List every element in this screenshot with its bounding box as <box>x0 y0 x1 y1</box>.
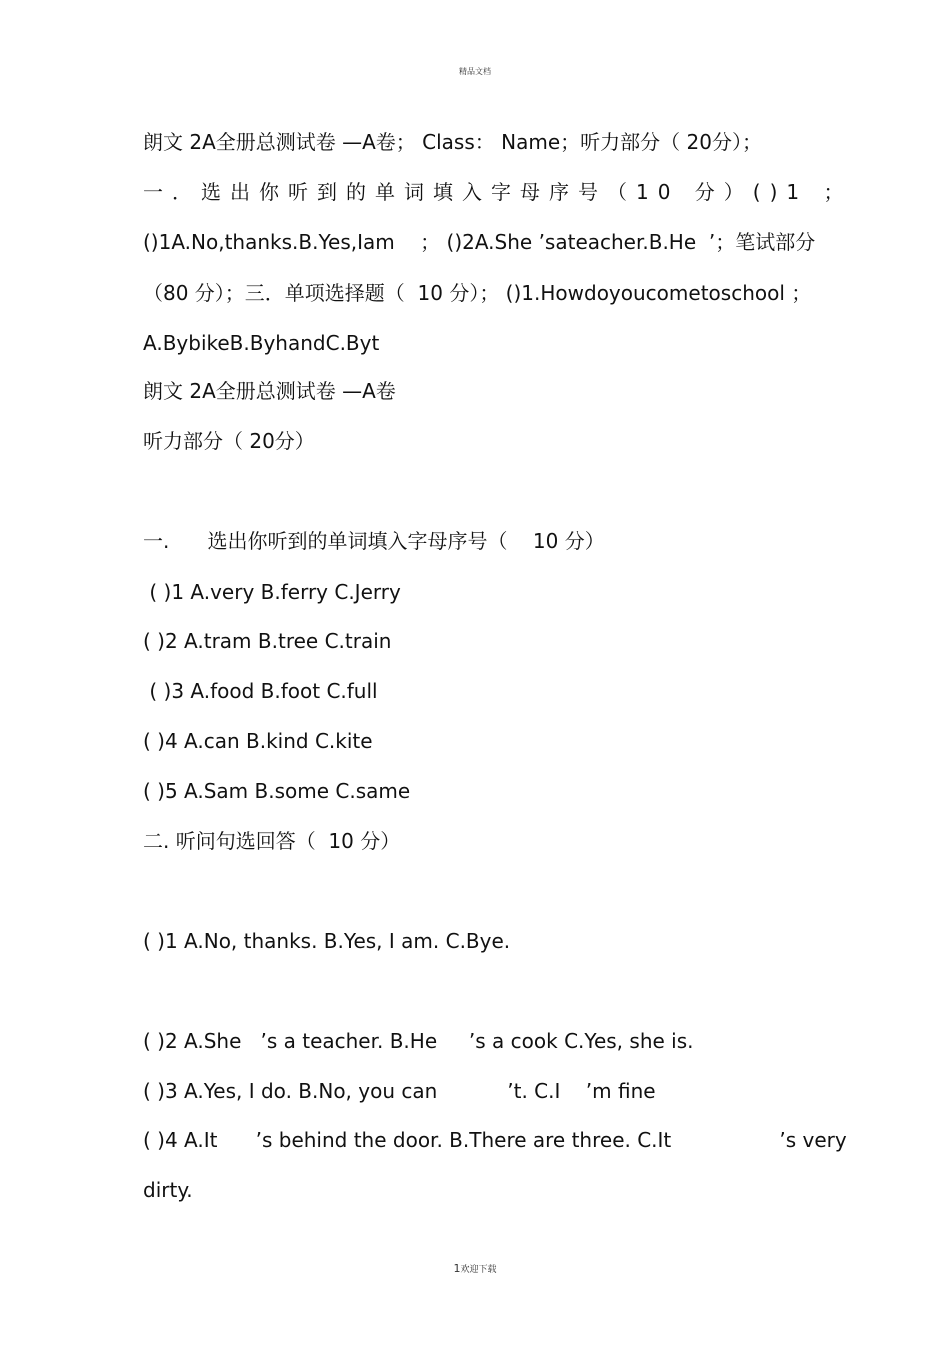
section1-item: ( )2 A.tram B.tree C.train <box>143 629 392 653</box>
summary-line-4: （80 分）；三．单项选择题（ 10 分）； ()1.Howdoyoucometoschool ； <box>143 281 812 305</box>
section1-item: ( )5 A.Sam B.some C.same <box>143 779 411 803</box>
section1-item: ( )1 A.very B.ferry C.Jerry <box>143 580 401 604</box>
section1-item: ( )3 A.food B.foot C.full <box>143 679 378 703</box>
page-number: 1 <box>453 1262 461 1275</box>
summary-line-1: 朗文 2A全册总测试卷 —A卷； Class： Name；听力部分（ 20分）； <box>143 130 762 154</box>
summary-line-2: 一．选出你听到的单词填入字母序号（10 分）()1 ； <box>143 180 853 204</box>
footer-text: 欢迎下载 <box>460 1265 497 1275</box>
page-footer <box>0 1262 950 1275</box>
summary-line-5: A.BybikeB.ByhandC.Byt <box>143 331 380 355</box>
section2-item: ( )3 A.Yes, I do. B.No, you can ’t. C.I ’m fine <box>143 1079 656 1103</box>
section2-item: ( )1 A.No, thanks. B.Yes, I am. C.Bye. <box>143 929 511 953</box>
section2-item: ( )2 A.She ’s a teacher. B.He ’s a cook C.Yes, she is. <box>143 1029 694 1053</box>
page-header: 精品文档 <box>459 67 491 76</box>
section1-item: ( )4 A.can B.kind C.kite <box>143 729 373 753</box>
section2-item: ( )4 A.It ’s behind the door. B.There are three. C.It ’s very <box>143 1128 847 1152</box>
doc-title: 朗文 2A全册总测试卷 —A卷 <box>143 379 396 403</box>
section1-heading: 一. 选出你听到的单词填入字母序号（ 10 分） <box>143 529 605 553</box>
section2-item: dirty. <box>143 1178 193 1202</box>
section2-heading: 二. 听问句选回答（ 10 分） <box>143 829 401 853</box>
summary-line-3: ()1A.No,thanks.B.Yes,Iam ； ()2A.She ’sateacher.B.He ’；笔试部分 <box>143 230 816 254</box>
listening-title: 听力部分（ 20分） <box>143 429 315 453</box>
